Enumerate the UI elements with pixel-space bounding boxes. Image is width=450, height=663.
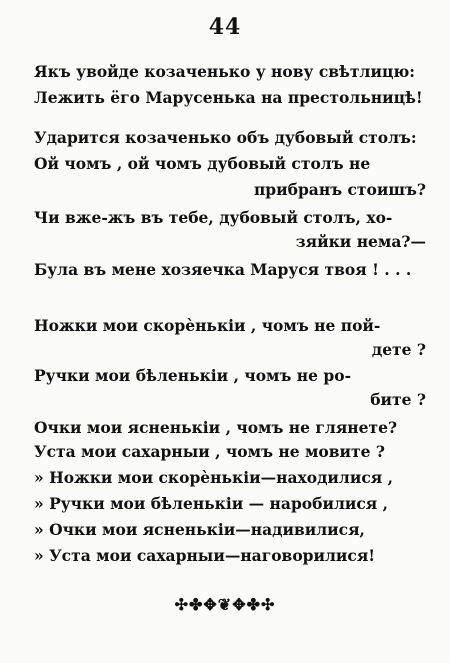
- verse-line: » Уста мои сахарныи—наговорилися!: [34, 546, 376, 565]
- verse-line-continuation: бите ?: [370, 390, 426, 409]
- verse-line: Ножки мои скорѐнькіи , чомъ не пой-: [34, 316, 381, 335]
- verse-line: Чи вже-жъ въ тебе, дубовый столъ, хо-: [34, 208, 393, 227]
- ornament-divider: ✣✤✥❦✥✤✣: [174, 595, 276, 614]
- verse-line: Ударится козаченько объ дубовый столъ:: [34, 128, 417, 147]
- verse-line-continuation: прибранъ стоишъ?: [253, 180, 426, 199]
- verse-line: » Ножки мои скорѐнькіи—находилися ,: [34, 468, 394, 487]
- verse-line: Якъ увойде козаченько у нову свѣтлицю:: [34, 62, 416, 81]
- verse-line-continuation: зяйки нема?—: [295, 232, 426, 251]
- verse-line: Очки мои ясненькіи , чомъ не глянете?: [34, 418, 398, 437]
- verse-line: Уста мои сахарныи , чомъ не мовите ?: [34, 442, 385, 461]
- verse-line: Лежить ёго Марусенька на престольницѣ!: [34, 88, 423, 107]
- page-number: 44: [208, 14, 242, 40]
- verse-line: » Ручки мои бѣленькіи — наробилися ,: [34, 494, 389, 513]
- verse-line: Ручки мои бѣленькіи , чомъ не ро-: [34, 366, 352, 385]
- verse-line: » Очки мои ясненькіи—надивилися,: [34, 520, 365, 539]
- verse-line: Ой чомъ , ой чомъ дубовый столъ не: [34, 154, 371, 173]
- verse-line-continuation: дете ?: [371, 340, 426, 359]
- verse-line: Була въ мене хозяечка Маруся твоя ! . . .: [34, 260, 412, 279]
